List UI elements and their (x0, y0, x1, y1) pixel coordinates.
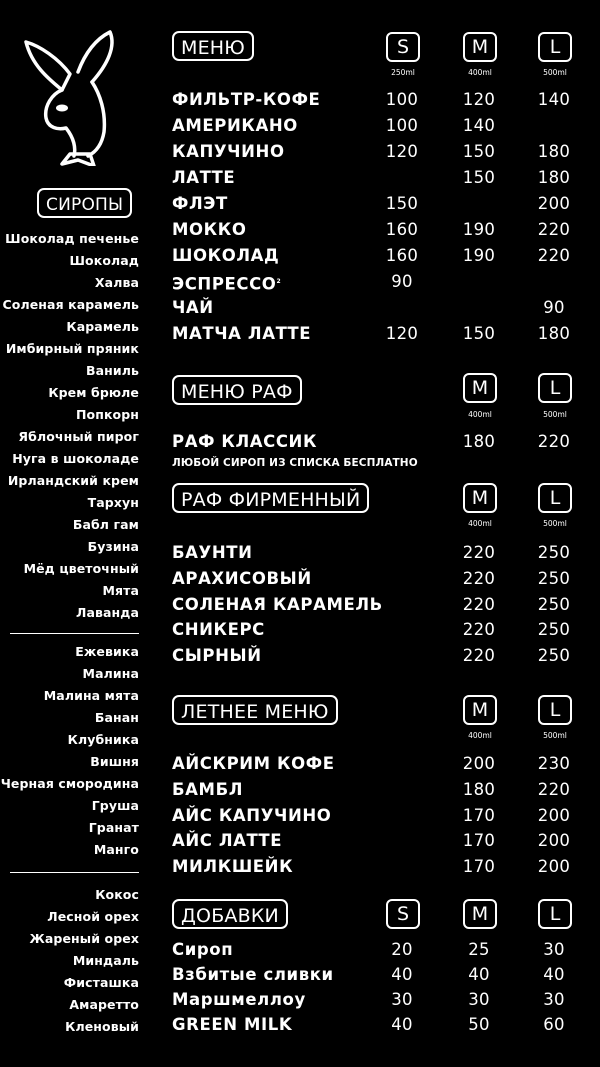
price-m: 150 (462, 324, 496, 343)
price-s: 40 (391, 1015, 413, 1034)
syrup-item: Бабл гам (72, 517, 139, 532)
size-m-badge: M (463, 899, 497, 929)
syrup-item: Халва (94, 275, 139, 290)
size-l-volume: 500ml (543, 731, 567, 740)
footnote-mark: 2 (276, 278, 282, 285)
price-l: 30 (543, 940, 565, 959)
syrup-item: Миндаль (72, 953, 139, 968)
price-l: 250 (537, 646, 571, 666)
price-m: 180 (462, 779, 496, 799)
price-l: 220 (537, 220, 571, 239)
size-l-badge: L (538, 483, 572, 513)
syrup-item: Шоколад печенье (5, 231, 139, 246)
menu-item-name (172, 246, 279, 266)
menu-item-name (172, 1015, 292, 1035)
price-m: 220 (462, 620, 496, 640)
price-m: 180 (462, 432, 496, 451)
syrup-item: Соленая карамель (2, 297, 139, 312)
menu-item-name (172, 220, 246, 240)
price-l: 30 (543, 990, 565, 1009)
price-l: 90 (543, 298, 565, 317)
item-name-text: ФИЛЬТР-КОФЕ (172, 90, 321, 109)
price-s: 120 (385, 324, 419, 343)
price-l: 250 (537, 620, 571, 640)
item-name-text: АРАХИСОВЫЙ (172, 568, 312, 588)
syrup-item: Карамель (66, 319, 139, 334)
size-l-volume: 500ml (543, 410, 567, 419)
item-name-text: GREEN MILK (172, 1015, 293, 1034)
price-m: 220 (462, 646, 496, 666)
menu-item-name (172, 569, 312, 589)
menu-item-name (172, 194, 228, 214)
price-l: 40 (543, 965, 565, 984)
size-s-volume: 250ml (391, 68, 415, 77)
syrup-item: Кленовый (65, 1019, 139, 1034)
price-m: 40 (468, 965, 490, 984)
item-name-text: РАФ КЛАССИК (172, 432, 318, 451)
price-l: 220 (537, 432, 571, 451)
syrup-item: Крем брюле (48, 385, 139, 400)
size-s-badge: S (386, 899, 420, 929)
menu-item-name (172, 990, 306, 1010)
menu-item-name (172, 831, 282, 851)
menu-item-name (172, 595, 383, 615)
price-l: 180 (537, 324, 571, 343)
size-m-badge: M (463, 483, 497, 513)
menu-item-name (172, 90, 320, 110)
price-l: 140 (537, 90, 571, 109)
price-l: 250 (537, 594, 571, 614)
item-name-text: ЧАЙ (172, 298, 214, 317)
price-l: 200 (537, 831, 571, 851)
menu-title: МЕНЮ (172, 31, 254, 61)
size-l-badge: L (538, 695, 572, 725)
menu-item-name (172, 168, 235, 188)
item-name-text: СНИКЕРС (172, 620, 265, 640)
price-m: 220 (462, 594, 496, 614)
size-l-volume: 500ml (543, 68, 567, 77)
syrup-item: Попкорн (75, 407, 139, 422)
addons-title: ДОБАВКИ (172, 899, 288, 929)
size-s-badge: S (386, 32, 420, 62)
item-name-text: АЙСКРИМ КОФЕ (172, 754, 335, 773)
size-l-badge: L (538, 373, 572, 403)
size-m-volume: 400ml (468, 731, 492, 740)
size-m-volume: 400ml (468, 410, 492, 419)
price-l: 200 (537, 805, 571, 825)
syrup-item: Кокос (95, 887, 139, 902)
divider (10, 872, 139, 873)
menu-item-name (172, 857, 293, 877)
size-l-volume: 500ml (543, 519, 567, 528)
syrup-item: Фисташка (63, 975, 139, 990)
price-m: 150 (462, 168, 496, 187)
syrup-item: Бузина (87, 539, 139, 554)
price-m: 140 (462, 116, 496, 135)
syrup-item: Шоколад (69, 253, 139, 268)
bunny-logo-icon (22, 28, 132, 166)
menu-item-name (172, 298, 214, 318)
syrup-item: Банан (94, 710, 139, 725)
syrup-item: Амаретто (69, 997, 139, 1012)
price-l: 220 (537, 779, 571, 799)
syrup-item: Малина мята (43, 688, 139, 703)
menu-item-name (172, 620, 265, 640)
price-l: 250 (537, 568, 571, 588)
divider (10, 633, 139, 634)
syrup-item: Груша (91, 798, 139, 813)
price-m: 200 (462, 754, 496, 773)
syrup-item: Мёд цветочный (23, 561, 139, 576)
item-name-text: СОЛЕНАЯ КАРАМЕЛЬ (172, 594, 383, 614)
price-s: 100 (385, 90, 419, 109)
item-name-text: МИЛКШЕЙК (172, 857, 294, 877)
size-l-badge: L (538, 32, 572, 62)
size-m-volume: 400ml (468, 68, 492, 77)
item-name-text: МАТЧА ЛАТТЕ (172, 324, 312, 343)
price-l: 200 (537, 857, 571, 877)
menu-item-name (172, 432, 317, 452)
item-name-text: Взбитые сливки (172, 965, 334, 984)
menu-item-name (172, 116, 298, 136)
syrup-item: Малина (82, 666, 139, 681)
raf-title: МЕНЮ РАФ (172, 375, 302, 405)
item-name-text: ЭСПРЕССО (172, 274, 277, 294)
syrup-item: Ежевика (75, 644, 139, 659)
price-m: 50 (468, 1015, 490, 1034)
syrup-item: Мята (102, 583, 139, 598)
menu-item-name (172, 806, 331, 826)
item-name-text: МОККО (172, 220, 247, 239)
item-name-text: ФЛЭТ (172, 194, 228, 213)
item-name-text: ЛАТТЕ (172, 168, 236, 187)
item-name-text: Маршмеллоу (172, 990, 306, 1009)
size-m-volume: 400ml (468, 519, 492, 528)
price-m: 220 (462, 543, 496, 562)
item-name-text: БАМБЛ (172, 779, 244, 799)
size-m-badge: M (463, 695, 497, 725)
menu-item-name (172, 543, 253, 563)
price-m: 190 (462, 220, 496, 239)
menu-item-name (172, 940, 233, 960)
item-name-text: ШОКОЛАД (172, 246, 280, 265)
syrup-item: Ирландский крем (7, 473, 139, 488)
price-s: 100 (385, 116, 419, 135)
price-s: 30 (391, 990, 413, 1009)
price-l: 180 (537, 142, 571, 161)
price-s: 160 (385, 220, 419, 239)
syrup-item: Лаванда (75, 605, 139, 620)
menu-item-name (172, 780, 243, 800)
size-l-badge: L (538, 899, 572, 929)
price-m: 120 (462, 90, 496, 109)
raf-signature-title: РАФ ФИРМЕННЫЙ (172, 483, 369, 513)
raf-note: ЛЮБОЙ СИРОП ИЗ СПИСКА БЕСПЛАТНО (172, 457, 418, 469)
syrup-item: Тархун (87, 495, 139, 510)
price-l: 200 (537, 194, 571, 213)
item-name-text: СЫРНЫЙ (172, 646, 262, 666)
price-m: 25 (468, 940, 490, 959)
syrup-item: Нуга в шоколаде (12, 451, 139, 466)
size-m-badge: M (463, 373, 497, 403)
price-s: 20 (391, 940, 413, 959)
price-s: 120 (385, 142, 419, 161)
price-s: 40 (391, 965, 413, 984)
menu-item-name (172, 965, 334, 985)
item-name-text: АЙС КАПУЧИНО (172, 805, 332, 825)
price-l: 220 (537, 246, 571, 265)
price-s: 150 (385, 194, 419, 213)
syrups-title: СИРОПЫ (37, 188, 132, 218)
price-m: 220 (462, 568, 496, 588)
price-l: 180 (537, 168, 571, 187)
item-name-text: АМЕРИКАНО (172, 116, 298, 135)
menu-item-name (172, 272, 281, 295)
size-m-badge: M (463, 32, 497, 62)
price-s: 90 (391, 272, 413, 291)
summer-title: ЛЕТНЕЕ МЕНЮ (172, 695, 338, 725)
price-m: 170 (462, 805, 496, 825)
price-l: 60 (543, 1015, 565, 1034)
price-s: 160 (385, 246, 419, 265)
syrup-item: Жареный орех (29, 931, 139, 946)
item-name-text: КАПУЧИНО (172, 142, 285, 161)
price-m: 170 (462, 831, 496, 851)
menu-item-name (172, 142, 285, 162)
price-m: 30 (468, 990, 490, 1009)
menu-item-name (172, 754, 335, 774)
menu-item-name (172, 646, 262, 666)
menu-item-name (172, 324, 311, 344)
price-m: 170 (462, 857, 496, 877)
item-name-text: АЙС ЛАТТЕ (172, 831, 283, 851)
item-name-text: Сироп (172, 940, 234, 959)
price-m: 190 (462, 246, 496, 265)
price-l: 230 (537, 754, 571, 773)
syrup-item: Черная смородина (0, 776, 139, 791)
syrup-item: Манго (93, 842, 139, 857)
syrup-item: Лесной орех (47, 909, 139, 924)
syrup-item: Ваниль (85, 363, 139, 378)
syrup-item: Имбирный пряник (5, 341, 139, 356)
syrup-item: Гранат (88, 820, 139, 835)
price-m: 150 (462, 142, 496, 161)
syrup-item: Яблочный пирог (18, 429, 139, 444)
syrup-item: Вишня (90, 754, 139, 769)
syrup-item: Клубника (67, 732, 139, 747)
item-name-text: БАУНТИ (172, 543, 253, 562)
price-l: 250 (537, 543, 571, 562)
